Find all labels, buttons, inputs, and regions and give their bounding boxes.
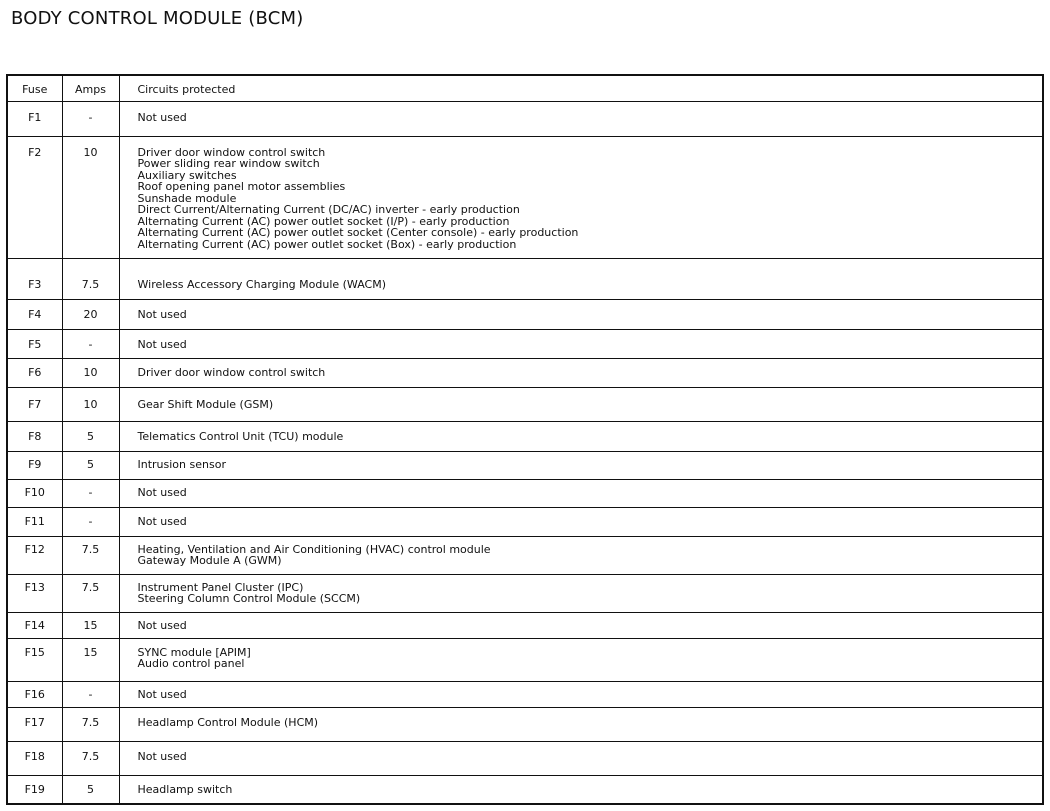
header-fuse: Fuse: [7, 75, 62, 101]
circuit-line: Alternating Current (AC) power outlet socket (Box) - early production: [137, 237, 517, 251]
circuits-cell: [119, 681, 1043, 707]
circuit-line: Gear Shift Module (GSM): [137, 397, 274, 411]
circuit-line: Gateway Module A (GWM): [137, 554, 282, 567]
fuse-cell: F15: [7, 638, 62, 681]
table-header-row: [7, 75, 1043, 101]
amps-cell: 10: [62, 358, 119, 387]
amps-cell: -: [62, 681, 119, 707]
fuse-cell: F3: [7, 258, 62, 299]
circuits-cell: [119, 451, 1043, 479]
circuit-line: Alternating Current (AC) power outlet socket (Center console) - early production: [137, 226, 579, 239]
fuse-cell: F19: [7, 775, 62, 804]
circuits-cell: [119, 536, 1043, 574]
circuit-line: SYNC module [APIM]: [137, 645, 251, 659]
circuit-line: Not used: [137, 618, 187, 632]
amps-cell: 10: [62, 387, 119, 421]
circuits-cell: [119, 612, 1043, 638]
circuit-line: Driver door window control switch: [137, 365, 326, 379]
fuse-cell: F17: [7, 707, 62, 741]
circuits-cell: [119, 574, 1043, 612]
fuse-cell: F18: [7, 741, 62, 775]
amps-cell: 7.5: [62, 258, 119, 299]
table-row: [7, 741, 1043, 775]
table-row: [7, 536, 1043, 574]
amps-cell: 15: [62, 612, 119, 638]
circuits-cell: [119, 741, 1043, 775]
header-circuits: Circuits protected: [119, 75, 1043, 101]
table-row: [7, 421, 1043, 451]
circuit-line: Telematics Control Unit (TCU) module: [137, 429, 344, 443]
amps-cell: 5: [62, 451, 119, 479]
amps-cell: -: [62, 507, 119, 536]
circuit-line: Audio control panel: [137, 657, 245, 670]
fuse-table: [6, 74, 1044, 805]
amps-cell: 7.5: [62, 707, 119, 741]
amps-cell: 10: [62, 136, 119, 258]
fuse-cell: F6: [7, 358, 62, 387]
circuits-cell: [119, 638, 1043, 681]
circuit-line: Headlamp switch: [137, 782, 233, 796]
amps-cell: 7.5: [62, 574, 119, 612]
amps-cell: 7.5: [62, 536, 119, 574]
table-row: [7, 358, 1043, 387]
circuits-cell: [119, 258, 1043, 299]
circuits-cell: [119, 421, 1043, 451]
circuit-line: Power sliding rear window switch: [137, 157, 320, 170]
table-row: [7, 638, 1043, 681]
circuit-line: Steering Column Control Module (SCCM): [137, 592, 361, 605]
circuits-cell: [119, 299, 1043, 329]
fuse-cell: F2: [7, 136, 62, 258]
circuits-cell: [119, 358, 1043, 387]
circuit-line: Not used: [137, 485, 187, 499]
fuse-cell: F1: [7, 101, 62, 136]
table-row: [7, 612, 1043, 638]
circuit-line: Heating, Ventilation and Air Conditioning (HVAC) control module: [137, 542, 491, 556]
circuits-cell: [119, 329, 1043, 358]
amps-cell: 20: [62, 299, 119, 329]
circuits-cell: [119, 387, 1043, 421]
amps-cell: 7.5: [62, 741, 119, 775]
fuse-cell: F5: [7, 329, 62, 358]
fuse-cell: F10: [7, 479, 62, 507]
circuits-cell: [119, 707, 1043, 741]
table-row: [7, 479, 1043, 507]
circuit-line: Wireless Accessory Charging Module (WACM): [137, 277, 387, 291]
amps-cell: -: [62, 101, 119, 136]
amps-cell: 5: [62, 421, 119, 451]
circuits-cell: [119, 775, 1043, 804]
table-body: [7, 101, 1043, 804]
fuse-cell: F8: [7, 421, 62, 451]
circuit-line: Not used: [137, 749, 187, 763]
amps-cell: 15: [62, 638, 119, 681]
circuit-line: Direct Current/Alternating Current (DC/AC) inverter - early production: [137, 203, 520, 216]
circuit-line: Auxiliary switches: [137, 168, 237, 182]
fuse-cell: F4: [7, 299, 62, 329]
fuse-cell: F12: [7, 536, 62, 574]
table-row: [7, 681, 1043, 707]
amps-cell: -: [62, 479, 119, 507]
table-row: [7, 136, 1043, 258]
circuit-line: Instrument Panel Cluster (IPC): [137, 580, 304, 594]
circuit-line: Headlamp Control Module (HCM): [137, 715, 319, 729]
circuit-line: Intrusion sensor: [137, 457, 226, 471]
circuit-line: Not used: [137, 514, 187, 528]
circuit-line: Not used: [137, 110, 187, 124]
circuit-line: Alternating Current (AC) power outlet socket (I/P) - early production: [137, 214, 510, 228]
circuit-line: Not used: [137, 307, 187, 321]
circuit-line: Not used: [137, 337, 187, 351]
table-row: [7, 387, 1043, 421]
circuit-line: Not used: [137, 687, 187, 701]
page-title: BODY CONTROL MODULE (BCM): [11, 8, 304, 29]
table-row: [7, 299, 1043, 329]
fuse-cell: F7: [7, 387, 62, 421]
circuits-cell: [119, 101, 1043, 136]
table-row: [7, 101, 1043, 136]
table-row: [7, 329, 1043, 358]
fuse-cell: F9: [7, 451, 62, 479]
table-row: [7, 775, 1043, 804]
circuits-cell: [119, 479, 1043, 507]
circuits-cell: [119, 507, 1043, 536]
amps-cell: 5: [62, 775, 119, 804]
table-row: [7, 258, 1043, 299]
circuit-line: Roof opening panel motor assemblies: [137, 180, 346, 193]
fuse-cell: F13: [7, 574, 62, 612]
fuse-cell: F14: [7, 612, 62, 638]
circuits-cell: [119, 136, 1043, 258]
amps-cell: -: [62, 329, 119, 358]
circuit-line: Driver door window control switch: [137, 145, 326, 159]
table-row: [7, 451, 1043, 479]
fuse-cell: F16: [7, 681, 62, 707]
table-row: [7, 707, 1043, 741]
table-row: [7, 507, 1043, 536]
table-row: [7, 574, 1043, 612]
circuit-line: Sunshade module: [137, 191, 237, 205]
header-amps: Amps: [62, 75, 119, 101]
fuse-cell: F11: [7, 507, 62, 536]
